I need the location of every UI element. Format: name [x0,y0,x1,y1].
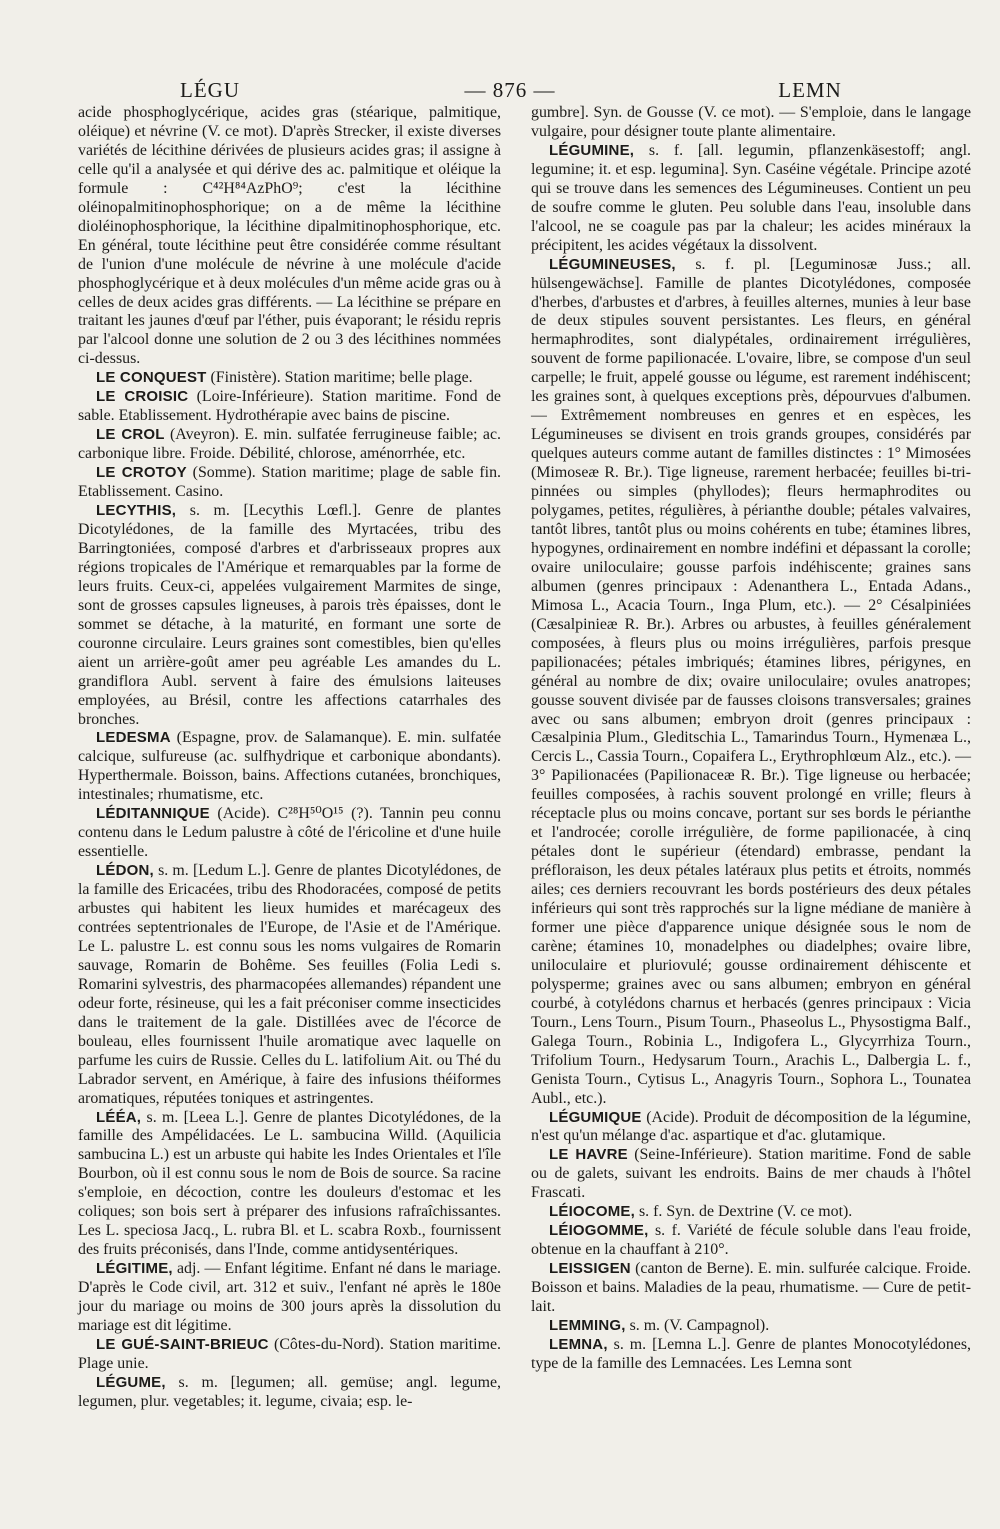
entry-headword: LÉDITANNIQUE [96,805,210,823]
entry-text: s. m. [Lemna L.]. Genre de plantes Monocotylédones, type de la famille des Lemnacées. Les Lemna sont [531,1335,971,1372]
entry-text: acide phosphoglycérique, acides gras (stéarique, palmitique, oléique) et névrine (V. ce mot). D'après Strecker, il existe diverses variétés de lécithine dérivées de plusieurs acides gras; il assigne à celle qu'il a analysée et qui dérive des ac. palmitique et oléique la formule : C⁴²H⁸⁴AzPhO⁹; c'est la lécithine oléinopalmitinophosphorique; on a de même la lécithine dioléinophosphorique, la lécithine dipalmitinophosphorique, etc. En général, toute lécithine peut être considérée comme résultant de l'union d'une molécule de névrine à une molécule d'acide phosphoglycérique et à deux molécules d'un même acide gras ou à celles de deux acides gras différents. — La lécithine se prépare en traitant les jaunes d'œuf par l'éther, puis évaporant; le résidu repris par l'alcool donne une solution de 2 ou 3 des lécithines nommées ci-dessus. [78,104,501,368]
entry-text: (Aveyron). E. min. sulfatée ferrugineuse faible; ac. carbonique libre. Froide. Débilité, chlorose, aménorrhée, etc. [78,426,501,463]
entry-headword: LÉGUME, [96,1373,166,1391]
entry-headword: LE CROL [96,426,165,444]
entry-headword: LÉGITIME, [96,1260,173,1278]
dictionary-entry [78,426,501,464]
dictionary-entry [78,388,501,426]
entry-headword: LÉGUMIQUE [549,1108,642,1126]
entry-headword: LEMMING, [549,1317,626,1334]
entry-headword: LEDESMA [96,729,171,747]
dictionary-entry [531,1260,971,1317]
dictionary-entry [531,142,971,256]
dictionary-entry [531,1336,971,1374]
entry-headword: LÉIOGOMME, [549,1222,649,1240]
page-number: — 876 — [464,77,556,102]
entry-headword: LÉGUMINE, [549,141,635,159]
entry-text: (Acide). Produit de décomposition de la légumine, n'est qu'un mélange d'ac. aspartique et d'ac. glutamique. [531,1108,971,1145]
entry-text: s. m. [legumen; all. gemüse; angl. legume, legumen, plur. vegetables; it. legume, civaia; esp. le- [78,1373,501,1410]
entry-text: (Côtes-du-Nord). Station maritime. Plage unie. [78,1335,501,1372]
dictionary-entry [78,862,501,1108]
dictionary-entry [531,1222,971,1260]
dictionary-entry [78,464,501,502]
entry-text: s. m. [Lecythis Lœfl.]. Genre de plantes Dicotylédones, de la famille des Myrtacées, tribu des Barringtoniées, composé d'arbres et d'arbrisseaux propres aux régions tropicales de l'Amérique et remarquables par la forme de leurs fruits. Ceux-ci, appelées vulgairement Marmites de singe, sont de grosses capsules ligneuses, à parois très épaisses, dont le sommet se détache, à la maturité, en formant une sorte de couronne circulaire. Leurs graines sont comestibles, bien qu'elles aient un arrière-goût amer peu agréable Les amandes du L. grandiflora Aubl. servent à faire des émulsions laiteuses employées, au Brésil, contre les affections catarrhales des bronches. [78,502,501,728]
entry-headword: LÉDON, [96,862,154,880]
dictionary-entry [531,1317,971,1336]
entry-headword: LE CROISIC [96,388,189,406]
entry-text: gumbre]. Syn. de Gousse (V. ce mot). — S'emploie, dans le langage vulgaire, pour désigner toute plante alimentaire. [531,104,971,140]
entry-headword: LE HAVRE [549,1146,628,1164]
dictionary-entry [78,1374,501,1412]
dictionary-entry [531,1203,971,1222]
dictionary-entry [78,1260,501,1336]
entry-headword: LE CONQUEST [96,369,207,387]
left-column [78,104,501,1412]
entry-text: s. m. (V. Campagnol). [625,1317,770,1334]
dictionary-entry [78,729,501,805]
dictionary-entry [531,1109,971,1147]
dictionary-entry [531,1146,971,1203]
entry-headword: LEMNA, [549,1335,608,1353]
header-right-guide-word: LEMN [778,77,842,102]
dictionary-entry [78,805,501,862]
entry-headword: LEISSIGEN [549,1260,631,1278]
header-left-guide-word: LÉGU [180,77,240,102]
dictionary-entry [78,502,501,729]
right-column [531,104,971,1374]
entry-headword: LE CROTOY [96,464,187,482]
entry-headword: LECYTHIS, [96,502,177,520]
entry-text: (Finistère). Station maritime; belle plage. [206,369,473,387]
dictionary-entry [78,369,501,388]
entry-headword: LÉGUMINEUSES, [549,255,676,273]
entry-text: s. m. [Ledum L.]. Genre de plantes Dicotylédones, de la famille des Ericacées, tribu des Rhodoracées, composé de petits arbustes qui habitent les lieux humides et marécageux des contrées septentrionales de l'Europe, de l'Asie et de l'Amérique. Le L. palustre L. est connu sous les noms vulgaires de Romarin sauvage, Romarin de Bohême. Ses feuilles (Folia Ledi s. Romarini sylvestris, des pharmacopées allemandes) répandent une odeur forte, résineuse, qui les a fait préconiser comme insecticides dans le traitement de la gale. Distillées avec de l'écorce de bouleau, elles fournissent l'huile aromatique avec laquelle on parfume les cuirs de Russie. Celles du L. latifolium Ait. ou Thé du Labrador servent, en Amérique, à faire des infusions théiformes aromatiques, réputées toniques et astringentes. [78,862,501,1107]
entry-text: adj. — Enfant légitime. Enfant né dans le mariage. D'après le Code civil, art. 312 et suiv., l'enfant né après le 180e jour du mariage ou moins de 300 jours après la dissolution du mariage est dit légitime. [78,1260,501,1334]
entry-text: (Seine-Inférieure). Station maritime. Fond de sable ou de galets, suivant les endroits. Bains de mer chauds à l'hôtel Frascati. [531,1146,971,1202]
dictionary-entry [78,1336,501,1374]
entry-text: s. m. [Leea L.]. Genre de plantes Dicotylédones, de la famille des Ampélidacées. Le L. sambucina Willd. (Aquilicia sambucina L.) est un arbuste qui habite les Indes Orientales et l'île Bourbon, où il est connu sous le nom de Bois de source. Sa racine s'emploie, en décoction, contre les douleurs d'estomac et les coliques; son bois sert à préparer des infusions rafraîchissantes. Les L. speciosa Jacq., L. rubra Bl. et L. scabra Roxb., fournissent des fruits préconisés, dans l'Inde, comme antidysentériques. [78,1108,501,1259]
entry-text: (Somme). Station maritime; plage de sable fin. Etablissement. Casino. [78,464,501,501]
entry-text: (Loire-Inférieure). Station maritime. Fond de sable. Etablissement. Hydrothérapie avec bains de piscine. [78,388,501,425]
dictionary-entry [78,104,501,369]
entry-text: s. f. pl. [Leguminosæ Juss.; all. hülsengewächse]. Famille de plantes Dicotylédones, composée d'herbes, d'arbustes et d'arbres, à feuilles alternes, munies à leur base de deux stipules souvent persistantes. Les fleurs, en général hermaphrodites, sont dialypétales, ordinairement irrégulières, souvent de forme papilionacée. L'ovaire, libre, se compose d'un seul carpelle; le fruit, appelé gousse ou légume, est rarement indéhiscent; les graines sont, à quelques exceptions près, dépourvues d'albumen. — Extrêmement nombreuses en genres et en espèces, les Légumineuses se divisent en trois grands groupes, considérés par quelques auteurs comme autant de familles distinctes : 1° Mimosées (Mimoseæ R. Br.). Tige ligneuse, rarement herbacée; feuilles bi-tri-pinnées ou simples (phyllodes); fleurs hermaphrodites ou polygames, petites, régulières, à périanthe double; pétales valvaires, tantôt libres, tantôt plus ou moins cohérents en tube; étamines libres, hypogynes, ordinairement en nombre indéfini et dépassant la corolle; ovaire uniloculaire; gousse parfois indéhiscente; graines sans albumen (genres principaux : Adenanthera L., Entada Adans., Mimosa L., Acacia Tourn., Inga Plum, etc.). — 2° Césalpiniées (Cæsalpinieæ R. Br.). Arbres ou arbustes, à feuilles généralement composées, à fleurs plus ou moins irrégulières, parfois presque papilionacées; pétales imbriqués; étamines libres, périgynes, en général au nombre de dix; ovaire uniloculaire; ovules anatropes; gousse souvent divisée par de fausses cloisons transversales; graines avec ou sans albumen; embryon droit (genres principaux : Cæsalpinia Plum., Gleditschia L., Tamarindus Tourn., Hymenæa L., Cercis L., Cassia Tourn., Copaifera L., Erythrophlœum Alz., etc.). — 3° Papilionacées (Papilionaceæ R. Br.). Tige ligneuse ou herbacée; feuilles composées, à rachis souvent prolongé en vrille; fleurs à réceptacle plus ou moins concave, portant sur ses bords le périanthe et l'androcée; corolle irrégulière, de forme papilionacée, à cinq pétales dont le supérieur (étendard) embrasse, pendant la préfloraison, les deux pétales latéraux plus petits et étroits, nommés ailes; ces derniers recouvrant les bords postérieurs des deux pétales inférieurs qui sont très rapprochés sur la ligne médiane de manière à former une pièce d'apparence unique désignée sous le nom de carène; étamines 10, monadelphes ou diadelphes; ovaire libre, uniloculaire et pluriovulé; gousse ordinairement déhiscente et polysperme; graines avec ou sans albumen; embryon en général courbé, à cotylédons charnus et herbacés (genres principaux : Vicia Tourn., Lens Tourn., Pisum Tourn., Phaseolus L., Physostigma Balf., Galega Tourn., Robinia L., Indigofera L., Glycyrrhiza Tourn., Trifolium Tourn., Hedysarum Tourn., Arachis L., Dalbergia L. f., Genista Tourn., Cytisus L., Anagyris Tourn., Sophora L., Tounatea Aubl., etc.). [531,255,971,1107]
entry-headword: LE GUÉ-SAINT-BRIEUC [96,1335,269,1353]
entry-text: s. f. [all. legumin, pflanzenkäsestoff; angl. legumine; it. et esp. legumina]. Syn. Caséine végétale. Principe azoté qui se trouve dans les semences des Légumineuses. Contient un peu de soufre comme le gluten. Peu soluble dans l'eau, insoluble dans l'alcool, ne se coagule pas par la chaleur; les acides minéraux la précipitent, les acides végétaux la dissolvent. [531,141,971,254]
entry-text: (canton de Berne). E. min. sulfurée calcique. Froide. Boisson et bains. Maladies de la peau, rhumatisme. — Cure de petit-lait. [531,1260,971,1316]
entry-headword: LÉÉA, [96,1108,142,1126]
dictionary-entry [531,256,971,1109]
running-header [60,72,960,108]
dictionary-entry [78,1109,501,1261]
entry-text: (Acide). C²⁸H⁵⁰O¹⁵ (?). Tannin peu connu contenu dans le Ledum palustre à côté de l'éricoline et d'une huile essentielle. [78,805,501,861]
entry-text: s. f. Variété de fécule soluble dans l'eau froide, obtenue en la chauffant à 210°. [531,1222,971,1259]
dictionary-entry [531,104,971,142]
entry-headword: LÉIOCOME, [549,1203,635,1221]
entry-text: s. f. Syn. de Dextrine (V. ce mot). [634,1203,853,1221]
entry-text: (Espagne, prov. de Salamanque). E. min. sulfatée calcique, sulfureuse (ac. sulfhydrique et carbonique abondants). Hyperthermale. Boisson, bains. Affections cutanées, bronchiques, intestinales; rhumatisme, etc. [78,729,501,804]
